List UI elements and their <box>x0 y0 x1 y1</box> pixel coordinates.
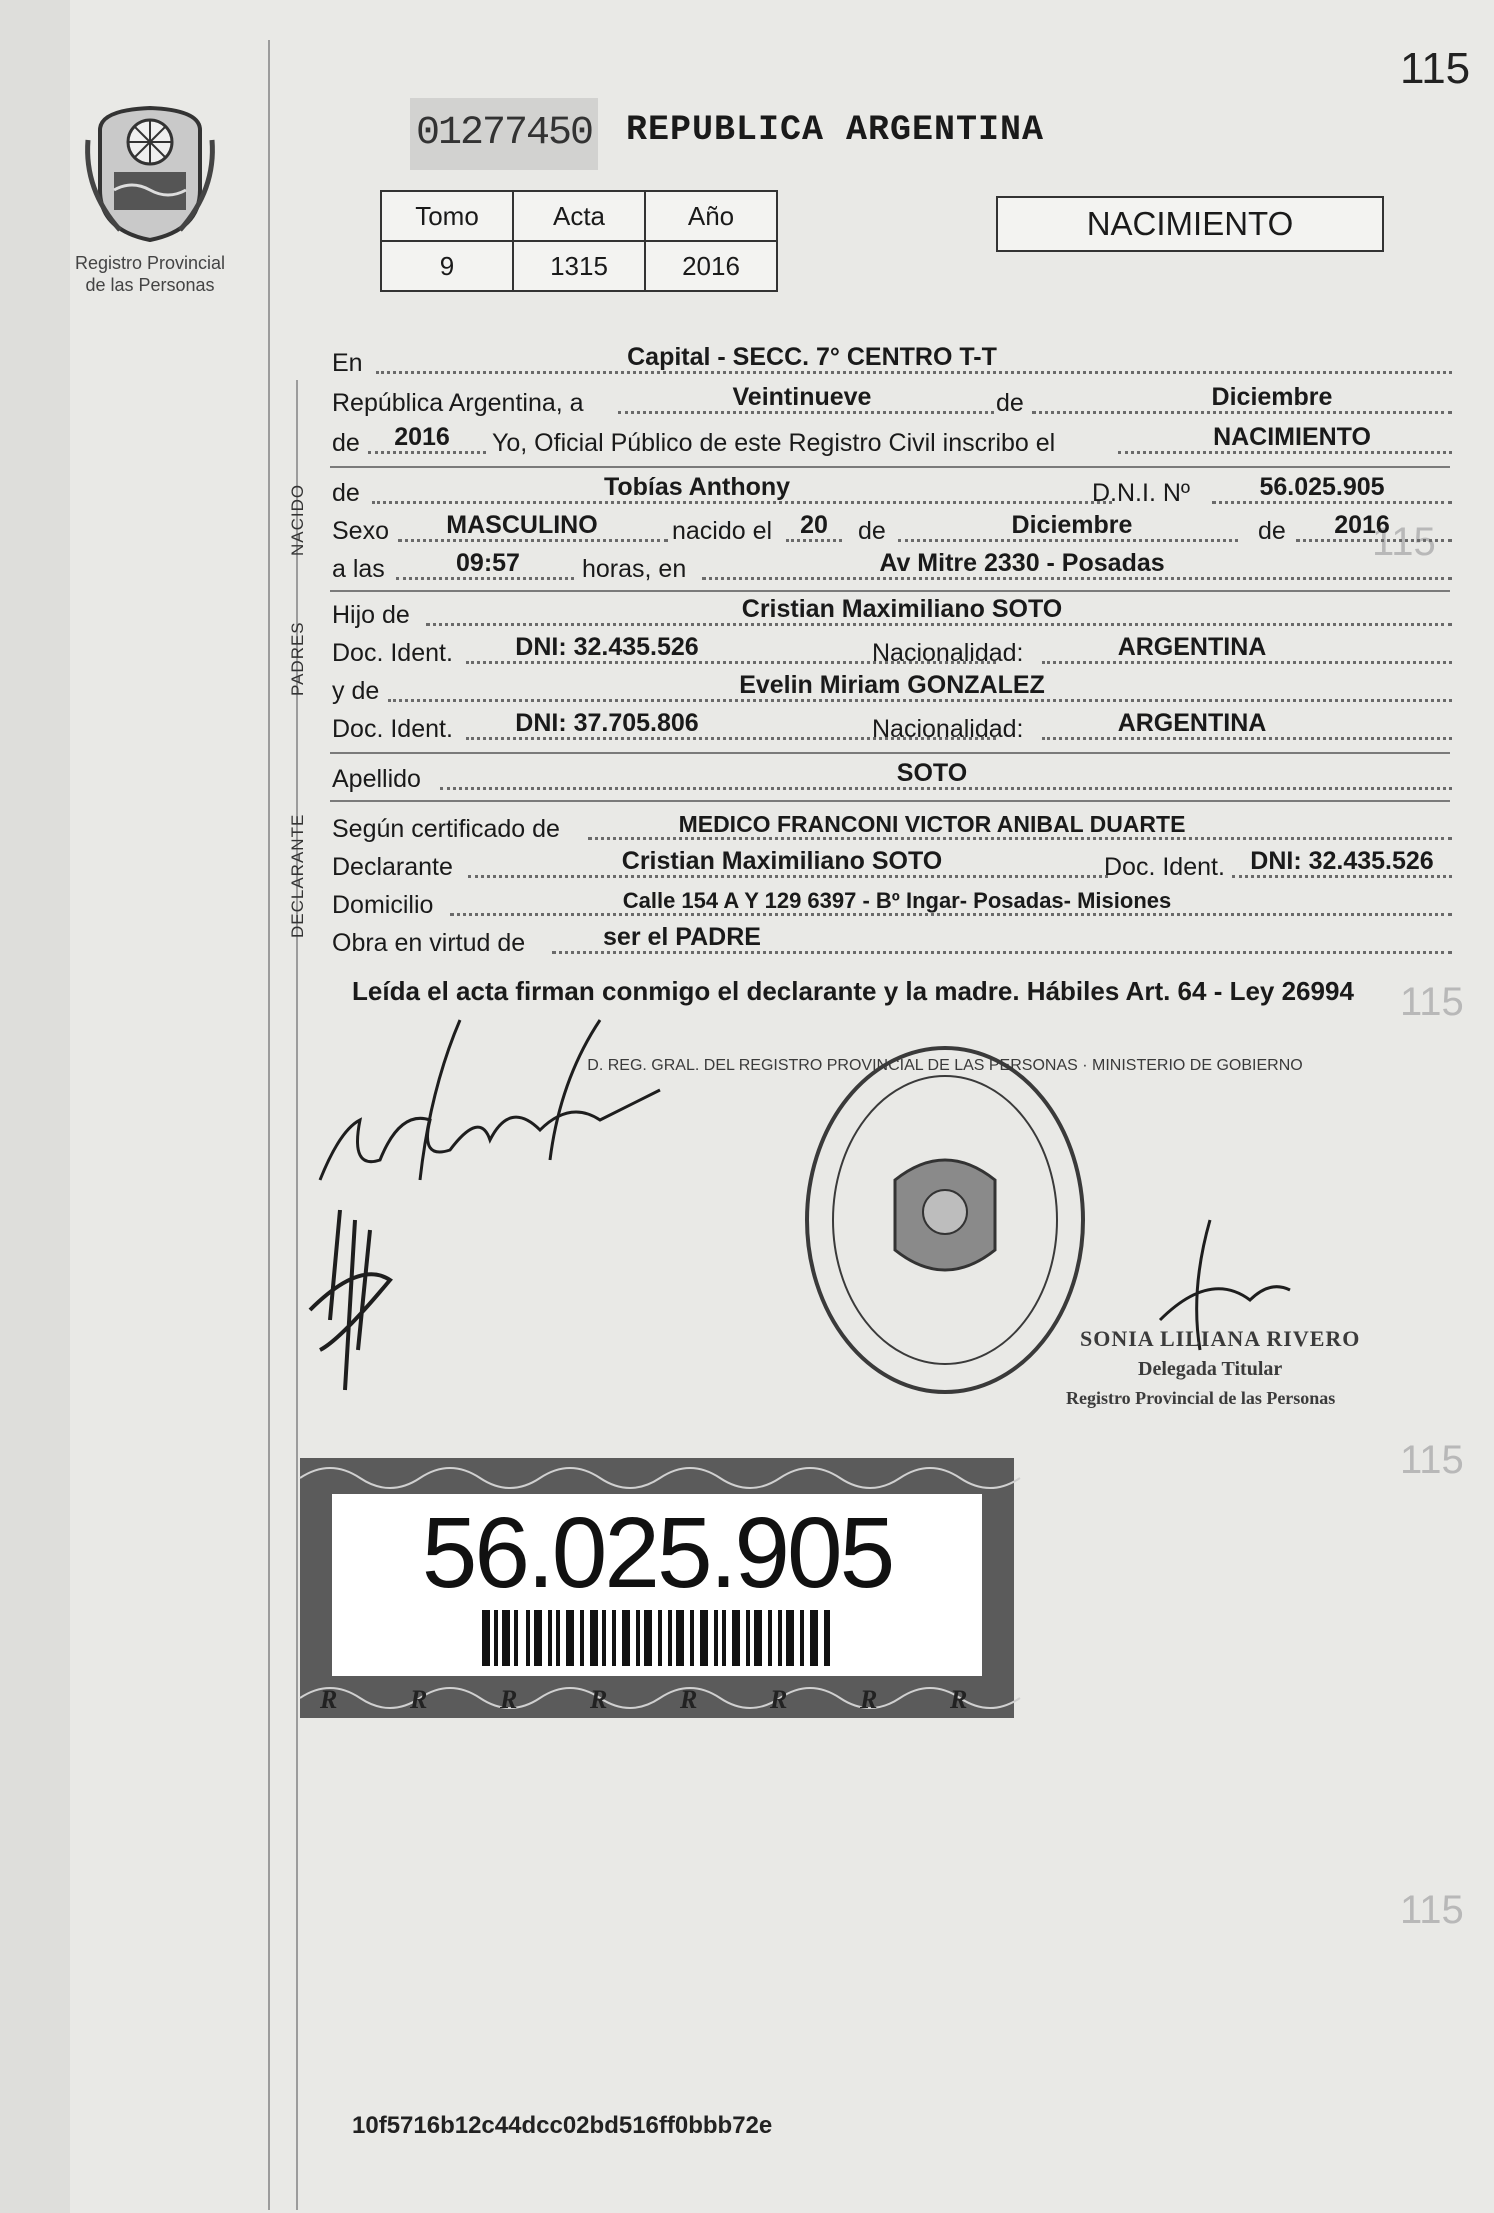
row-child-name <box>332 470 1452 510</box>
value-mother-doc: DNI: 37.705.806 <box>515 709 699 737</box>
value-surname: SOTO <box>896 759 968 787</box>
label-nacionalidad-father: Nacionalidad: <box>872 639 1024 667</box>
svg-text:R: R <box>590 1685 608 1714</box>
label-doc-ident-father: Doc. Ident. <box>332 639 453 667</box>
svg-text:R: R <box>950 1685 968 1714</box>
label-y-de: y de <box>332 677 380 705</box>
label-doc-ident-mother: Doc. Ident. <box>332 715 453 743</box>
value-record-kind: NACIMIENTO <box>1213 423 1371 451</box>
label-en: En <box>332 349 363 377</box>
value-certificate-by: MEDICO FRANCONI VICTOR ANIBAL DUARTE <box>678 811 1186 837</box>
section-label-nacido: NACIDO <box>288 483 307 556</box>
reference-table <box>380 190 778 292</box>
value-father-name: Cristian Maximiliano SOTO <box>741 595 1063 623</box>
value-declarant-doc: DNI: 32.435.526 <box>1250 847 1434 875</box>
value-birth-place: Av Mitre 2330 - Posadas <box>879 549 1165 577</box>
country-heading: REPUBLICA ARGENTINA <box>626 110 1045 150</box>
row-surname <box>332 756 1452 796</box>
registry-caption-line1: Registro Provincial <box>74 253 226 273</box>
separator <box>330 752 1450 754</box>
row-year <box>332 420 1452 460</box>
declarant-signature <box>310 1010 690 1210</box>
provincial-crest-logo <box>80 90 220 250</box>
official-office: Registro Provincial de las Personas <box>1066 1388 1336 1408</box>
svg-text:R: R <box>500 1685 518 1714</box>
value-place: Capital - SECC. 7° CENTRO T-T <box>627 343 997 371</box>
page-binding-edge <box>0 0 70 2213</box>
record-type-box: NACIMIENTO <box>996 196 1384 252</box>
row-place <box>332 340 1452 380</box>
label-a-las: a las <box>332 555 385 583</box>
label-doc-ident-declarant: Doc. Ident. <box>1104 853 1225 881</box>
row-time-place <box>332 546 1452 586</box>
label-yo-oficial: Yo, Oficial Público de este Registro Civil inscribo el <box>492 429 1056 457</box>
label-dni-no: D.N.I. Nº <box>1092 479 1191 507</box>
label-de-birth-year: de <box>1258 517 1286 545</box>
value-tomo: 9 <box>381 241 513 291</box>
svg-text:R: R <box>770 1685 788 1714</box>
label-nacionalidad-mother: Nacionalidad: <box>872 715 1024 743</box>
label-de-birth-month: de <box>858 517 886 545</box>
barcode-panel <box>332 1494 982 1676</box>
row-capacity <box>332 920 1452 960</box>
label-de-year: de <box>332 429 360 457</box>
value-ano: 2016 <box>645 241 777 291</box>
label-segun-certificado: Según certificado de <box>332 815 560 843</box>
value-birth-day: 20 <box>800 511 828 539</box>
label-republica: República Argentina, a <box>332 389 584 417</box>
svg-text:R: R <box>860 1685 878 1714</box>
header-ano: Año <box>645 191 777 241</box>
value-day-words: Veintinueve <box>732 383 872 411</box>
header-tomo: Tomo <box>381 191 513 241</box>
label-horas-en: horas, en <box>582 555 687 583</box>
barcode-number: 56.025.905 <box>421 1497 893 1609</box>
label-domicilio: Domicilio <box>332 891 434 919</box>
label-apellido: Apellido <box>332 765 421 793</box>
label-declarante: Declarante <box>332 853 453 881</box>
row-sex-birth <box>332 508 1452 548</box>
value-father-doc: DNI: 32.435.526 <box>515 633 699 661</box>
svg-text:R: R <box>680 1685 698 1714</box>
value-birth-year: 2016 <box>1334 511 1390 539</box>
label-sexo: Sexo <box>332 517 389 545</box>
row-mother-doc <box>332 706 1452 746</box>
value-sex: MASCULINO <box>446 511 598 539</box>
value-address: Calle 154 A Y 129 6397 - Bº Ingar- Posadas- Misiones <box>622 888 1172 913</box>
value-acta: 1315 <box>513 241 645 291</box>
value-child-dni: 56.025.905 <box>1259 473 1385 501</box>
dni-barcode-label <box>300 1458 1014 1718</box>
separator <box>330 800 1450 802</box>
barcode-bars <box>482 1610 832 1666</box>
row-mother-name <box>332 668 1452 708</box>
row-address <box>332 882 1452 922</box>
label-de-name: de <box>332 479 360 507</box>
value-birth-time: 09:57 <box>456 549 520 577</box>
value-birth-month: Diciembre <box>1011 511 1133 539</box>
registry-caption-line2: de las Personas <box>85 275 215 295</box>
section-label-declarante: DECLARANTE <box>288 813 307 938</box>
value-mother-name: Evelin Miriam GONZALEZ <box>739 671 1045 699</box>
mother-signature <box>300 1200 410 1410</box>
value-capacity: ser el PADRE <box>603 923 761 951</box>
svg-text:R: R <box>410 1685 428 1714</box>
row-date <box>332 380 1452 420</box>
value-father-nationality: ARGENTINA <box>1117 633 1267 661</box>
value-mother-nationality: ARGENTINA <box>1117 709 1267 737</box>
serial-number: 01277450 <box>410 98 598 170</box>
separator <box>330 466 1450 468</box>
reference-value-row <box>381 241 777 291</box>
header-acta: Acta <box>513 191 645 241</box>
value-child-name: Tobías Anthony <box>603 473 791 501</box>
value-declarant-name: Cristian Maximiliano SOTO <box>621 847 943 875</box>
reference-header-row <box>381 191 777 241</box>
official-role: Delegada Titular <box>1138 1358 1283 1380</box>
official-name: SONIA LILIANA RIVERO <box>1080 1326 1361 1351</box>
document-hash: 10f5716b12c44dcc02bd516ff0bbb72e <box>352 2112 773 2139</box>
value-month: Diciembre <box>1211 383 1333 411</box>
label-obra-en-virtud: Obra en virtud de <box>332 929 526 957</box>
margin-rule <box>268 40 270 2210</box>
row-father-name <box>332 592 1452 632</box>
row-declarant <box>332 844 1452 884</box>
section-label-padres: PADRES <box>288 621 307 696</box>
closing-statement: Leída el acta firman conmigo el declarante y la madre. Hábiles Art. 64 - Ley 26994 <box>352 976 1354 1006</box>
label-de-month: de <box>996 389 1024 417</box>
seal-text: D. REG. GRAL. DEL REGISTRO PROVINCIAL DE LAS PERSONAS · MINISTERIO DE GOBIERNO <box>587 1057 1303 1074</box>
label-hijo-de: Hijo de <box>332 601 410 629</box>
label-nacido-el: nacido el <box>672 517 773 545</box>
value-year: 2016 <box>394 423 450 451</box>
svg-text:R: R <box>320 1685 338 1714</box>
row-father-doc <box>332 630 1452 670</box>
row-certificate <box>332 806 1452 846</box>
page-number: 115 <box>1400 44 1471 93</box>
registry-caption <box>64 252 236 296</box>
